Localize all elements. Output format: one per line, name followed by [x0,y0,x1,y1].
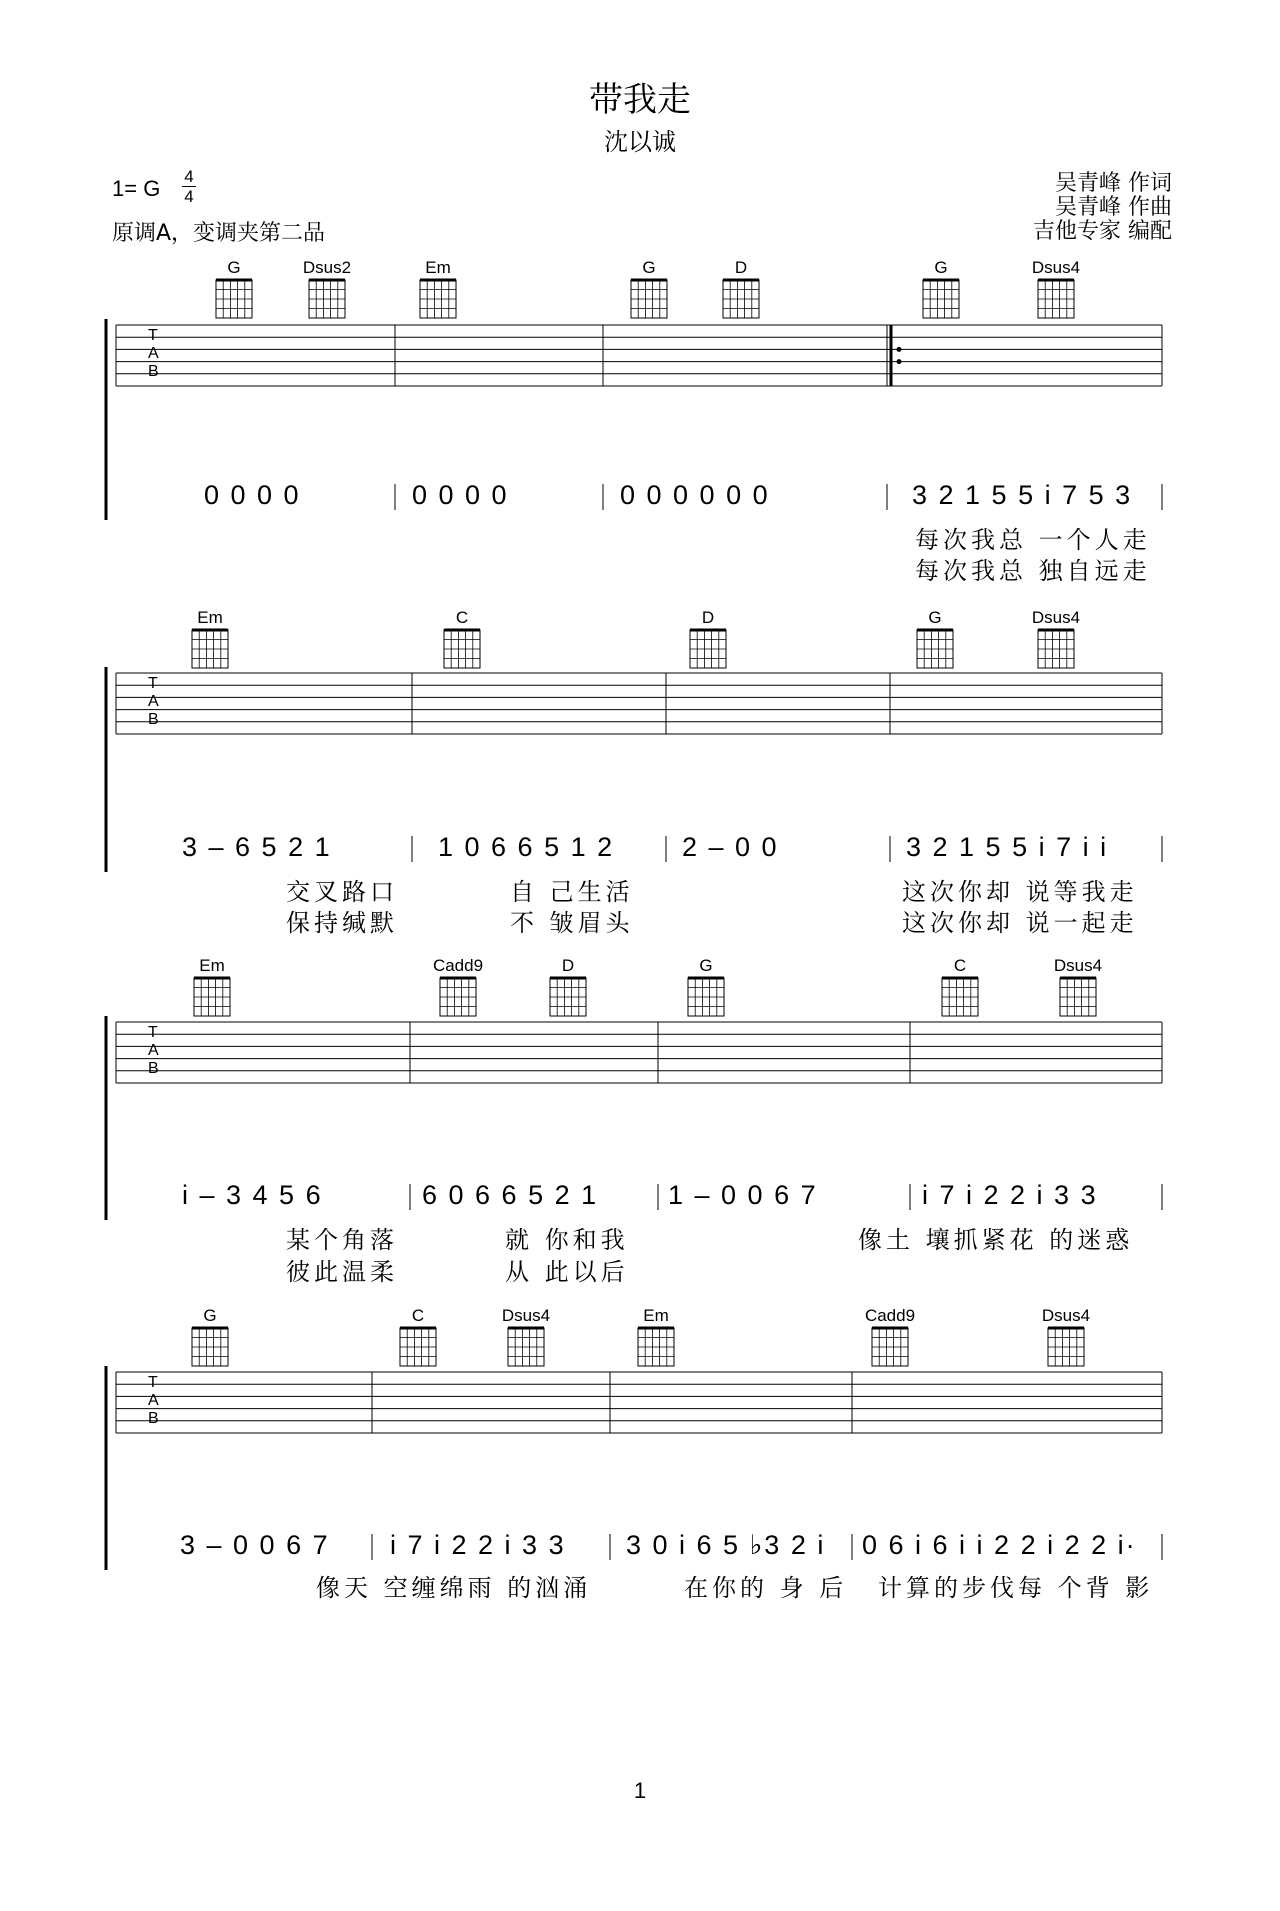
lyric-line: 彼此温柔 [286,1258,398,1286]
credit-arranger: 吉他专家 编配 [1033,219,1172,244]
lyric-line: 每次我总 独自远走 [915,557,1151,585]
chord-name: Dsus4 [1041,1306,1091,1325]
tab-letter: T [148,327,158,344]
jianpu-measure: 1 0 6 6 5 1 2 [438,832,615,862]
lyric-line: 某个角落 [286,1226,398,1254]
jianpu-measure: 2 – 0 0 [682,832,779,862]
chord-name: Dsus2 [302,258,352,277]
chord-name: Cadd9 [432,956,484,975]
lyric-line: 这次你却 说一起走 [902,909,1138,937]
jianpu-measure: 3 0 i 6 5 ♭3 2 i [626,1530,826,1560]
chord-name: D [734,258,748,277]
credit-lyricist: 吴青峰 作词 [1055,171,1172,196]
jianpu-measure: i – 3 4 5 6 [182,1180,323,1210]
chord-name: C [411,1306,425,1325]
tab-letter: A [148,1392,159,1409]
jianpu-measure: i 7 i 2 2 i 3 3 [922,1180,1098,1210]
tab-letter: T [148,1374,158,1391]
key-signature: 1= G [112,176,161,201]
credit-composer: 吴青峰 作曲 [1055,195,1172,220]
chord-name: G [642,258,656,277]
jianpu-measure: 0 0 0 0 0 0 [620,480,770,510]
jianpu-measure: i 7 i 2 2 i 3 3 [390,1530,566,1560]
chord-name: G [203,1306,217,1325]
chord-name: Dsus4 [501,1306,551,1325]
page-number: 1 [633,1778,647,1803]
jianpu-measure: 3 2 1 5 5 i 7 i i [906,832,1109,862]
song-title: 带我走 [589,80,691,120]
tab-letter: B [148,363,159,380]
chord-name: Dsus4 [1031,258,1081,277]
chord-name: Em [197,608,223,627]
time-signature-bottom: 4 [184,187,194,206]
chord-name: C [953,956,967,975]
jianpu-measure: 3 2 1 5 5 i 7 5 3 [912,480,1133,510]
repeat-dot [897,359,902,364]
tab-letter: B [148,1410,159,1427]
chord-name: G [699,956,713,975]
chord-name: C [455,608,469,627]
chord-name: Em [643,1306,669,1325]
lyric-line: 每次我总 一个人走 [915,526,1151,554]
repeat-dot [897,347,902,352]
song-artist: 沈以诚 [604,128,676,156]
chord-name: D [701,608,715,627]
tab-letter: B [148,711,159,728]
lyric-line: 在你的 身 后 [684,1574,848,1602]
chord-name: G [934,258,948,277]
lyric-line: 这次你却 说等我走 [902,878,1138,906]
chord-name: Em [199,956,225,975]
lyric-line: 计算的步伐每 个背 影 [878,1574,1154,1602]
capo-note: 原调A，变调夹第二品 [112,221,326,246]
lyric-line: 像天 空缠绵雨 的汹涌 [316,1574,592,1602]
jianpu-measure: 3 – 0 0 6 7 [180,1530,330,1560]
jianpu-measure: 3 – 6 5 2 1 [182,832,332,862]
time-signature-top: 4 [184,167,194,186]
lyric-line: 自 己生活 [510,878,634,906]
lyric-line: 保持缄默 [286,909,398,937]
jianpu-measure: 6 0 6 6 5 2 1 [422,1180,599,1210]
chord-name: Dsus4 [1053,956,1103,975]
tab-letter: T [148,1024,158,1041]
lyric-line: 像土 壤抓紧花 的迷惑 [858,1226,1134,1254]
tab-letter: A [148,693,159,710]
tab-letter: A [148,1042,159,1059]
lyric-line: 不 皱眉头 [510,909,634,937]
chord-name: G [928,608,942,627]
lyric-line: 交叉路口 [286,878,398,906]
jianpu-measure: 1 – 0 0 6 7 [668,1180,818,1210]
tab-letter: B [148,1060,159,1077]
chord-name: Dsus4 [1031,608,1081,627]
tab-letter: T [148,675,158,692]
chord-name: G [227,258,241,277]
jianpu-measure: 0 0 0 0 [412,480,509,510]
jianpu-measure: 0 0 0 0 [204,480,301,510]
lyric-line: 从 此以后 [505,1258,629,1286]
jianpu-measure: 0 6 i 6 i i 2 2 i 2 2 i· [862,1530,1137,1560]
chord-name: Cadd9 [864,1306,916,1325]
chord-name: Em [425,258,451,277]
tab-letter: A [148,345,159,362]
lyric-line: 就 你和我 [505,1226,629,1254]
chord-name: D [561,956,575,975]
